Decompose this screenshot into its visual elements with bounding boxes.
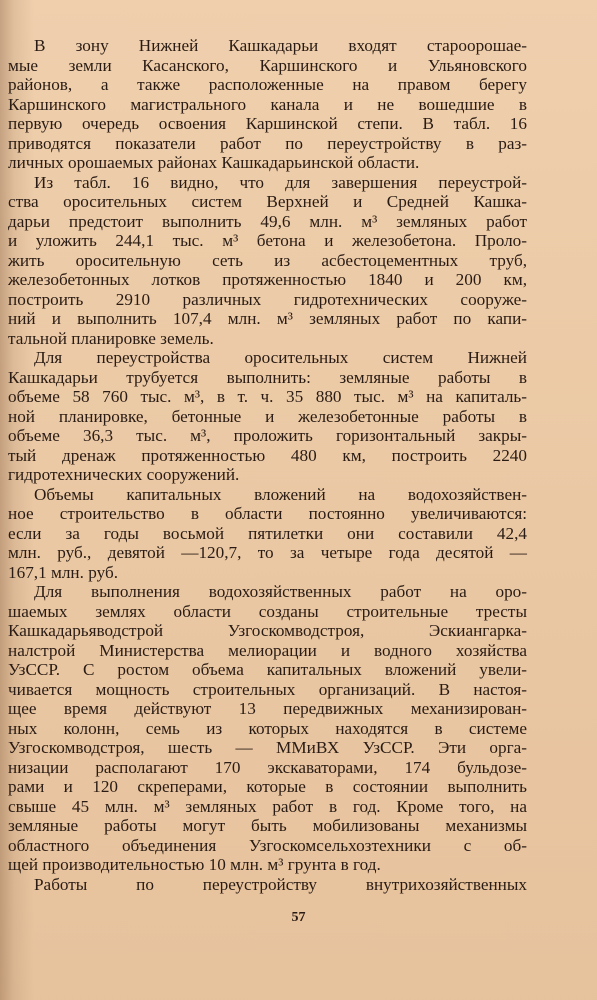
text-line: Для выполнения водохозяйственных работ на оро-: [34, 582, 527, 601]
text-line: Для переустройства оросительных систем Нижней: [34, 348, 527, 367]
text-line: дарьи предстоит выполнить 49,6 млн. м³ земляных работ: [8, 211, 527, 231]
text-line: ний и выполнить 107,4 млн. м³ земляных работ по капи-: [8, 309, 527, 328]
text-line: млн. руб., девятой —120,7, то за четыре года десятой —: [8, 543, 527, 562]
text-line: если за годы восьмой пятилетки они составили 42,4: [8, 523, 527, 543]
text-line: объеме 58 760 тыс. м³, в т. ч. 35 880 тыс. м³ на капиталь-: [8, 387, 527, 406]
text-line: ной планировке, бетонные и железобетонные работы в: [8, 406, 527, 426]
page-number: 57: [291, 910, 306, 925]
text-line: рами и 120 скреперами, которые в состоянии выполнить: [8, 777, 527, 796]
text-line: первую очередь освоения Каршинской степи. В табл. 16: [8, 114, 527, 133]
text-line: железобетонных лотков протяженностью 1840 и 200 км,: [8, 270, 527, 289]
text-line: Каршинского магистрального канала и не вошедшие в: [8, 94, 527, 114]
text-line: свыше 45 млн. м³ земляных работ в год. Кроме того, на: [8, 796, 527, 816]
text-line: жить оросительную сеть из асбестоцементных труб,: [8, 250, 527, 270]
text-line: гидротехнических сооружений.: [8, 465, 240, 484]
text-line: районов, а также расположенные на правом берегу: [8, 75, 527, 94]
text-line: Объемы капитальных вложений на водохозяйствен-: [34, 484, 527, 504]
text-line: ства оросительных систем Верхней и Средней Кашка-: [8, 192, 527, 211]
text-line: Из табл. 16 видно, что для завершения переустрой-: [34, 172, 527, 192]
text-line: низации располагают 170 экскаваторами, 174 бульдозе-: [8, 757, 527, 777]
text-line: и уложить 244,1 тыс. м³ бетона и железобетона. Проло-: [8, 231, 527, 250]
body-text: [8, 36, 527, 894]
text-line: ных колонн, семь из которых находятся в системе: [8, 718, 527, 738]
text-line: чивается мощность строительных организаций. В настоя-: [8, 679, 527, 699]
text-line: УзССР. С ростом объема капитальных вложений увели-: [8, 660, 527, 679]
text-line: областного объединения Узгоскомсельхозтехники с об-: [8, 835, 527, 855]
text-line: щее время действуют 13 передвижных механизирован-: [8, 699, 527, 718]
text-line: В зону Нижней Кашкадарьи входят староорошае-: [34, 36, 527, 55]
text-line: приводятся показатели работ по переустройству в раз-: [8, 133, 527, 153]
text-line: земляные работы могут быть мобилизованы механизмы: [8, 816, 527, 835]
text-line: Кашкадарьяводстрой Узгоскомводстроя, Эскиангарка-: [8, 621, 527, 640]
text-line: налстрой Министерства мелиорации и водного хозяйства: [8, 640, 527, 660]
text-line: 167,1 млн. руб.: [8, 562, 118, 582]
text-line: Узгоскомводстроя, шесть — ММиВХ УзССР. Эти орга-: [8, 738, 527, 757]
text-line: построить 2910 различных гидротехнических сооруже-: [8, 289, 527, 309]
text-line: личных орошаемых районах Кашкадарьинской области.: [8, 153, 420, 172]
text-line: Кашкадарьи трубуется выполнить: земляные работы в: [8, 367, 527, 387]
text-line: объеме 36,3 тыс. м³, проложить горизонтальный закры-: [8, 426, 527, 445]
text-line: шаемых землях области созданы строительные тресты: [8, 601, 527, 621]
text-line: ное строительство в области постоянно увеличиваются:: [8, 504, 527, 523]
text-line: тый дренаж протяженностью 480 км, построить 2240: [8, 445, 527, 465]
text-line: тальной планировке земель.: [8, 328, 214, 348]
text-line: щей производительностью 10 млн. м³ грунта в год.: [8, 855, 381, 874]
text-line: мые земли Касанского, Каршинского и Ульяновского: [8, 55, 527, 75]
text-line: Работы по переустройству внутрихозяйственных: [34, 874, 527, 894]
